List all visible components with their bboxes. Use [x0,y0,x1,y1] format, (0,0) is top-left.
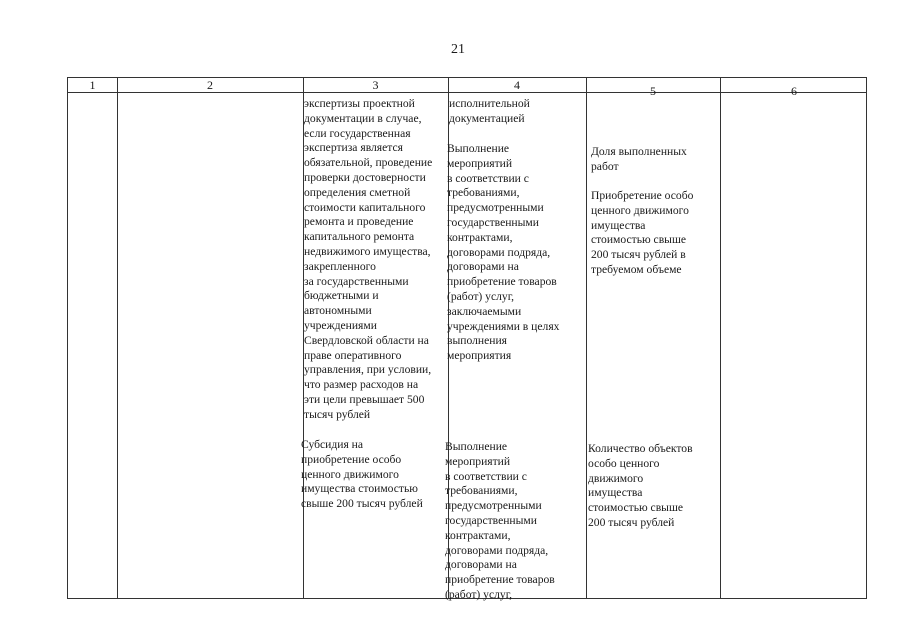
column-header-4: 4 [514,78,520,92]
col3-text-block: экспертизы проектной документации в случае, если государственная экспертиза является обязательной, проведение проверки достоверности определения сметной стоимости капитального ремонта и проведение капитального ремонта недвижимого имущества, закрепленного за государственными бюджетными и автономными учреждениями Свердловской области на праве оперативного управления, при условии, что размер расходов на эти цели превышает 500 тысяч рублей [304,97,433,421]
column-header-2: 2 [207,78,213,92]
col5-text-block: Доля выполненных работ [591,145,687,173]
column-header-3: 3 [372,78,379,92]
column-divider [117,78,118,598]
column-header-6: 6 [791,84,797,98]
col5-text-block: Количество объектов особо ценного движимого имущества стоимостью свыше 200 тысяч рублей [588,442,693,529]
col5-text-block: Приобретение особо ценного движимого имущества стоимостью свыше 200 тысяч рублей в требуемом объеме [591,189,694,276]
column-divider [586,78,587,598]
page-number: 21 [451,42,465,57]
col4-text-block: Выполнение мероприятий в соответствии с требованиями, предусмотренными государственными контрактами, договорами подряда, договорами на приобретение товаров (работ) услуг, [445,440,555,601]
col3-text-block: Субсидия на приобретение особо ценного движимого имущества стоимостью свыше 200 тысяч рублей [301,438,423,511]
document-table [67,77,867,599]
column-divider [720,78,721,598]
col4-text-block: Выполнение мероприятий в соответствии с требованиями, предусмотренными государственными контрактами, договорами подряда, договорами на приобретение товаров (работ) услуг, заключаемыми учреждениями в целях выполнения мероприятия [447,142,560,363]
col4-text-block: исполнительной документацией [449,97,530,125]
column-header-1: 1 [89,78,96,92]
column-header-5: 5 [650,84,656,98]
